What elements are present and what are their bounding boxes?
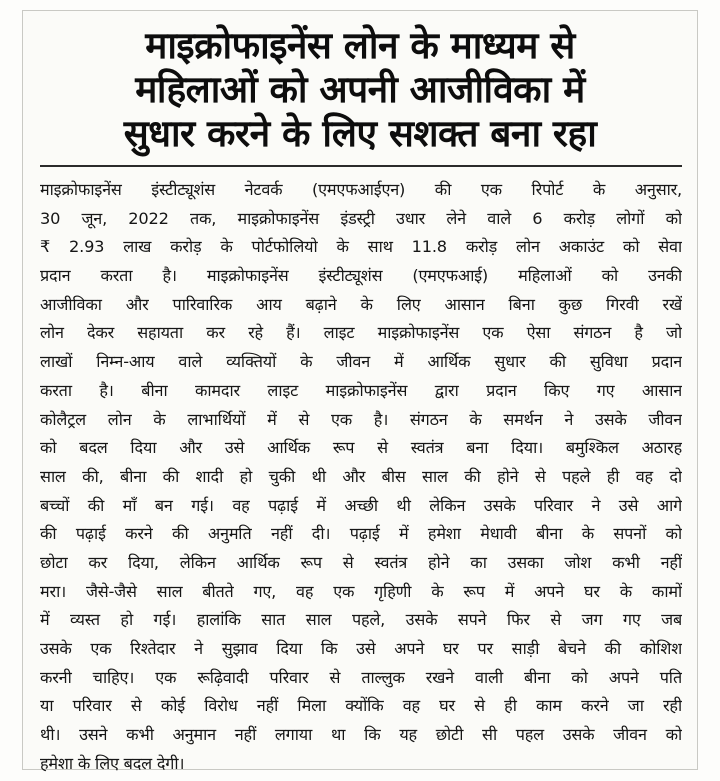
body-line: 30 जून, 2022 तक, माइक्रोफाइनेंस इंडस्ट्री उधार लेने वाले 6 करोड़ लोगों को (40, 208, 682, 228)
body-line: कोलैट्रल लोन के लाभार्थियों में से एक है। संगठन के समर्थन ने उसके जीवन (40, 409, 682, 429)
body-line: करनी चाहिए। एक रूढ़िवादी परिवार से ताल्लुक रखने वाली बीना को अपने पति (40, 667, 682, 687)
body-line: को बदल दिया और उसे आर्थिक रूप से स्वतंत्र बना दिया। बमुश्किल अठारह (40, 438, 682, 458)
body-line: की पढ़ाई करने की अनुमति नहीं दी। पढ़ाई में हमेशा मेधावी बीना के सपनों को (40, 524, 682, 544)
headline-line-2: महिलाओं को अपनी आजीविका में (135, 68, 585, 111)
body-line: प्रदान करता है। माइक्रोफाइनेंस इंस्टीट्यूशंस (एमएफआई) महिलाओं को उनकी (40, 266, 682, 286)
body-line: छोटा कर दिया, लेकिन आर्थिक रूप से स्वतंत्र होने का उसका जोश कभी नहीं (40, 552, 682, 572)
headline-line-1: माइक्रोफाइनेंस लोन के माध्यम से (145, 24, 575, 67)
body-line: में व्यस्त हो गई। हालांकि सात साल पहले, उसके सपने फिर से जग गए जब (40, 610, 682, 630)
body-line: हमेशा के लिए बदल देगी। (40, 753, 185, 773)
body-line: या परिवार से कोई विरोध नहीं मिला क्योंकि वह घर से ही काम करने जा रही (40, 696, 682, 716)
headline-divider (40, 165, 682, 167)
body-line: लाखों निम्न-आय वाले व्यक्तियों के जीवन में आर्थिक सुधार की सुविधा प्रदान (40, 352, 682, 372)
body-line: करता है। बीना कामदार लाइट माइक्रोफाइनेंस द्वारा प्रदान किए गए आसान (40, 380, 682, 400)
body-line: माइक्रोफाइनेंस इंस्टीट्यूशंस नेटवर्क (एमएफआईएन) की एक रिपोर्ट के अनुसार, (40, 180, 682, 199)
headline-line-3: सुधार करने के लिए सशक्त बना रहा (123, 112, 597, 155)
body-line: आजीविका और पारिवारिक आय बढ़ाने के लिए आसान बिना कुछ गिरवी रखें (40, 294, 682, 314)
body-line: मरा। जैसे-जैसे साल बीतते गए, वह एक गृहिणी के रूप में अपने घर के कामों (40, 581, 682, 601)
article-body (40, 176, 682, 778)
body-line: ₹ 2.93 लाख करोड़ के पोर्टफोलियो के साथ 11.8 करोड़ लोन अकाउंट को सेवा (40, 237, 682, 257)
body-line: बच्चों की माँ बन गई। वह पढ़ाई में अच्छी थी लेकिन उसके परिवार ने उसे आगे (40, 495, 682, 515)
body-line: साल की, बीना की शादी हो चुकी थी और बीस साल की होने से पहले ही वह दो (40, 466, 682, 486)
body-line: लोन देकर सहायता कर रहे हैं। लाइट माइक्रोफाइनेंस एक ऐसा संगठन है जो (40, 323, 682, 343)
headline (22, 24, 698, 156)
body-line: उसके एक रिश्तेदार ने सुझाव दिया कि उसे अपने घर पर साड़ी बेचने की कोशिश (40, 639, 682, 658)
body-line: थी। उसने कभी अनुमान नहीं लगाया था कि यह छोटी सी पहल उसके जीवन को (40, 725, 682, 745)
